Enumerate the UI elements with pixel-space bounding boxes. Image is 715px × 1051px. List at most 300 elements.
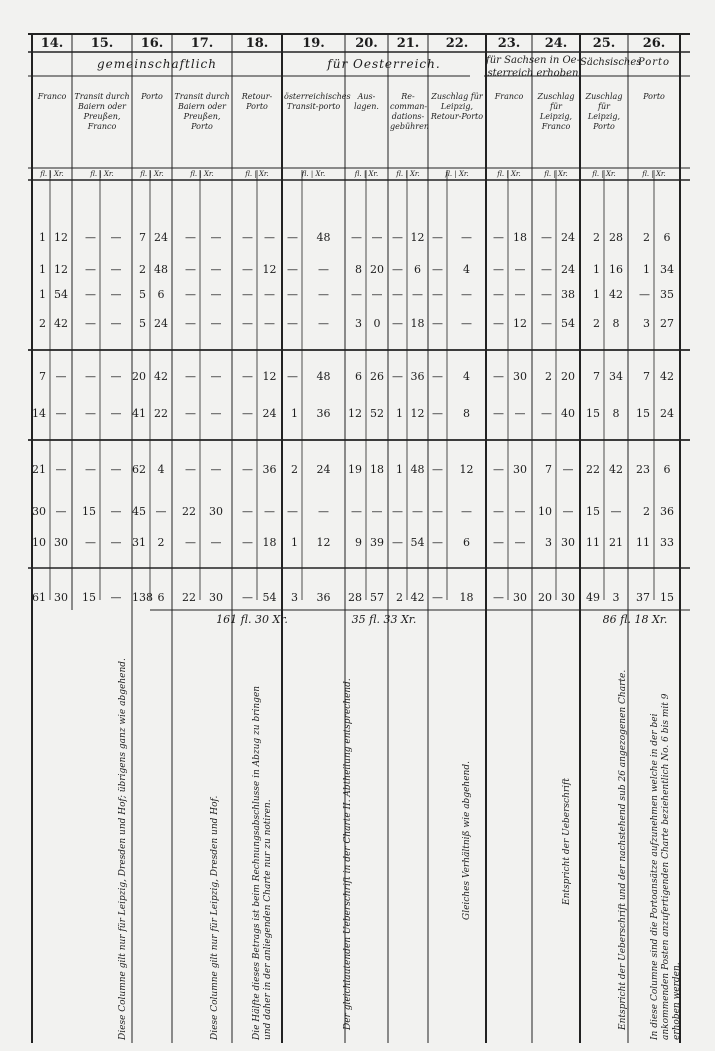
cell-fl: —	[85, 231, 96, 244]
cell-xr: 30	[513, 463, 527, 476]
cell-fl: —	[242, 536, 253, 549]
cell-xr: —	[461, 505, 472, 518]
cell-xr: 30	[513, 370, 527, 383]
column-note: Entspricht der Ueberschrift	[562, 778, 572, 905]
cell-fl: —	[639, 288, 650, 301]
cell-xr: 16	[609, 263, 623, 276]
cell-fl: 1	[593, 263, 600, 276]
cell-xr: 36	[660, 505, 674, 518]
cell-fl: 2	[139, 263, 146, 276]
cell-xr: 54	[561, 317, 575, 330]
cell-xr: 28	[609, 231, 623, 244]
unit-label: fl. | Xr.	[190, 170, 214, 178]
unit-label: fl. | Xr.	[544, 170, 568, 178]
column-header: Zuschlag für Leipzig, Porto	[585, 92, 623, 131]
cell-fl: 49	[586, 591, 600, 604]
cell-fl: 7	[139, 231, 146, 244]
cell-xr: 3	[612, 591, 620, 604]
column-number: 25.	[592, 36, 616, 51]
cell-fl: —	[432, 536, 443, 549]
cell-xr: 27	[660, 317, 674, 330]
cell-fl: 1	[396, 463, 403, 476]
column-note: Diese Columne gilt nur für Leipzig, Dresden und Hof; übrigens ganz wie abgehend.	[118, 658, 128, 1040]
cell-xr: 4	[463, 370, 470, 383]
cell-fl: 10	[32, 536, 46, 549]
unit-label: fl. | Xr.	[140, 170, 164, 178]
cell-fl: —	[287, 263, 298, 276]
cell-fl: 1	[291, 407, 298, 420]
cell-xr: 21	[609, 536, 623, 549]
cell-xr: 22	[154, 407, 168, 420]
unit-label: fl. | Xr.	[301, 170, 326, 178]
column-note: Entspricht der Ueberschrift und der nachstehend sub 26 angezogenen Charte.	[618, 669, 628, 1030]
cell-fl: 22	[182, 591, 196, 604]
cell-xr: —	[210, 263, 222, 276]
cell-xr: 12	[410, 231, 425, 244]
cell-xr: 30	[561, 536, 575, 549]
cell-xr: 48	[316, 370, 331, 383]
cell-fl: —	[242, 288, 253, 301]
cell-fl: —	[392, 505, 403, 518]
unit-label: fl. | Xr.	[40, 170, 64, 178]
column-header: Re-comman-dations-gebühren	[390, 92, 429, 131]
cell-xr: 8	[463, 407, 470, 420]
cell-fl: —	[392, 288, 403, 301]
cell-fl: 61	[32, 591, 46, 604]
cell-xr: 42	[154, 370, 168, 383]
cell-xr: —	[110, 536, 122, 549]
cell-xr: —	[264, 317, 275, 330]
cell-xr: 12	[262, 370, 277, 383]
column-note: In diese Columne sind die Portoansätze aufzunehmen welche in der bei ankommenden Posten anzufertigenden Charte beziehentlich No. 6 bis mit 9 erhoben werden.	[650, 693, 682, 1040]
cell-fl: —	[541, 407, 552, 420]
cell-xr: 6	[157, 288, 165, 301]
cell-xr: —	[55, 370, 67, 383]
cell-xr: —	[55, 505, 67, 518]
cell-fl: —	[432, 263, 443, 276]
cell-xr: 12	[459, 463, 474, 476]
cell-xr: 30	[561, 591, 575, 604]
cell-fl: —	[185, 536, 196, 549]
cell-xr: —	[210, 370, 222, 383]
cell-fl: 2	[593, 317, 600, 330]
cell-fl: 21	[32, 463, 46, 476]
cell-fl: —	[493, 231, 504, 244]
column-note: Der gleichlautenden Ueberschrift in der Charte II. Abtheilung entsprechend.	[343, 678, 353, 1030]
cell-fl: 1	[39, 288, 46, 301]
cell-xr: 4	[157, 463, 165, 476]
cell-fl: 20	[132, 370, 146, 383]
cell-fl: 14	[32, 407, 46, 420]
cell-xr: —	[371, 505, 383, 518]
group-header-porto: Porto	[637, 57, 671, 68]
column-number: 15.	[90, 36, 114, 51]
cell-fl: 28	[348, 591, 362, 604]
cell-fl: 5	[139, 288, 146, 301]
cell-fl: 1	[291, 536, 298, 549]
cell-fl: —	[287, 231, 298, 244]
cell-fl: 20	[538, 591, 552, 604]
cell-xr: 6	[157, 591, 165, 604]
column-note: Die Hälfte dieses Betrags ist beim Rechnungsabschlusse in Abzug zu bringen und daher in der anliegenden Charte nur zu notiren.	[252, 685, 273, 1040]
cell-fl: —	[432, 231, 443, 244]
cell-fl: 15	[586, 407, 600, 420]
cell-fl: 41	[132, 407, 146, 420]
cell-xr: 12	[410, 407, 425, 420]
cell-xr: —	[210, 231, 222, 244]
cell-fl: 7	[643, 370, 650, 383]
cell-fl: 1	[643, 263, 650, 276]
column-header: Transit durch Baiern oder Preußen, Porto	[174, 92, 230, 131]
column-header: Franco	[37, 92, 67, 101]
unit-label: fl. | Xr.	[396, 170, 420, 178]
cell-xr: 8	[612, 407, 620, 420]
cell-fl: —	[85, 317, 96, 330]
cell-fl: 23	[636, 463, 650, 476]
cell-fl: 2	[291, 463, 298, 476]
cell-xr: —	[371, 288, 383, 301]
cell-fl: —	[85, 263, 96, 276]
cell-xr: —	[110, 407, 122, 420]
cell-fl: —	[392, 231, 403, 244]
cell-fl: 11	[636, 536, 650, 549]
cell-xr: —	[514, 536, 526, 549]
cell-xr: 34	[660, 263, 674, 276]
cell-xr: 18	[370, 463, 384, 476]
cell-fl: 11	[586, 536, 600, 549]
cell-fl: —	[432, 505, 443, 518]
cell-xr: —	[371, 231, 383, 244]
cell-fl: 7	[39, 370, 46, 383]
cell-fl: —	[242, 317, 253, 330]
group-header-common: gemeinschaftlich	[97, 57, 217, 71]
cell-xr: 18	[459, 591, 474, 604]
cell-xr: —	[55, 463, 67, 476]
cell-xr: 15	[660, 591, 674, 604]
cell-fl: —	[185, 231, 196, 244]
cell-fl: —	[493, 407, 504, 420]
unit-label: fl. | Xr.	[90, 170, 114, 178]
cell-xr: —	[110, 463, 122, 476]
column-number: 26.	[642, 36, 666, 51]
cell-xr: —	[210, 536, 222, 549]
cell-xr: —	[514, 505, 526, 518]
cell-fl: —	[287, 370, 298, 383]
unit-label: fl. | Xr.	[354, 170, 379, 178]
cell-xr: —	[110, 370, 122, 383]
cell-fl: 37	[636, 591, 650, 604]
cell-xr: —	[210, 288, 222, 301]
cell-fl: —	[493, 317, 504, 330]
cell-fl: 2	[643, 231, 650, 244]
subtotal-saxon: 86 fl. 18 Xr.	[602, 613, 668, 626]
cell-xr: 38	[561, 288, 575, 301]
cell-xr: 0	[373, 317, 381, 330]
cell-fl: —	[432, 288, 443, 301]
cell-fl: 3	[643, 317, 650, 330]
cell-xr: 18	[410, 317, 425, 330]
subtotal-common: 161 fl. 30 Xr.	[216, 613, 288, 626]
cell-fl: —	[432, 317, 443, 330]
cell-fl: 1	[396, 407, 403, 420]
cell-xr: 54	[54, 288, 68, 301]
cell-fl: 45	[132, 505, 146, 518]
cell-xr: 30	[54, 536, 68, 549]
unit-label: fl. | Xr.	[445, 170, 469, 178]
cell-fl: 2	[593, 231, 600, 244]
column-number: 22.	[445, 36, 469, 51]
cell-fl: 1	[39, 263, 46, 276]
cell-fl: —	[242, 407, 253, 420]
cell-xr: 34	[609, 370, 623, 383]
cell-fl: 2	[545, 370, 552, 383]
cell-xr: 18	[513, 231, 527, 244]
column-number: 19.	[302, 36, 325, 51]
cell-xr: —	[210, 407, 222, 420]
cell-fl: —	[432, 463, 443, 476]
cell-fl: —	[85, 370, 96, 383]
cell-fl: 19	[348, 463, 362, 476]
cell-fl: —	[351, 505, 362, 518]
cell-fl: —	[242, 505, 253, 518]
column-header: Retour-Porto	[241, 92, 273, 111]
cell-xr: 26	[370, 370, 384, 383]
column-header: Franco	[494, 92, 524, 101]
cell-fl: 138	[132, 591, 153, 604]
cell-xr: —	[514, 263, 526, 276]
cell-xr: —	[55, 407, 67, 420]
cell-fl: 62	[132, 463, 146, 476]
cell-fl: —	[493, 263, 504, 276]
cell-fl: —	[541, 317, 552, 330]
cell-xr: —	[110, 505, 122, 518]
cell-xr: —	[110, 288, 122, 301]
column-header: Zuschlag für Leipzig, Franco	[537, 92, 575, 131]
cell-xr: 42	[410, 591, 425, 604]
cell-fl: —	[242, 370, 253, 383]
cell-xr: —	[610, 505, 622, 518]
unit-label: fl. | Xr.	[592, 170, 616, 178]
cell-xr: —	[514, 407, 526, 420]
cell-fl: —	[392, 536, 403, 549]
cell-fl: 2	[396, 591, 403, 604]
column-header: Porto	[643, 92, 665, 101]
cell-fl: —	[493, 536, 504, 549]
cell-xr: 33	[660, 536, 674, 549]
cell-fl: —	[432, 407, 443, 420]
cell-fl: —	[541, 231, 552, 244]
cell-xr: 18	[262, 536, 277, 549]
cell-fl: 9	[355, 536, 362, 549]
cell-fl: 3	[545, 536, 552, 549]
cell-xr: —	[264, 231, 275, 244]
cell-xr: 24	[660, 407, 674, 420]
cell-xr: 48	[154, 263, 168, 276]
cell-xr: —	[412, 505, 423, 518]
cell-xr: 36	[316, 591, 331, 604]
cell-xr: —	[318, 317, 329, 330]
cell-xr: —	[318, 505, 329, 518]
cell-xr: 12	[54, 231, 68, 244]
cell-fl: —	[85, 463, 96, 476]
cell-xr: —	[461, 288, 472, 301]
cell-fl: 15	[636, 407, 650, 420]
cell-xr: 42	[609, 463, 623, 476]
cell-fl: 15	[586, 505, 600, 518]
column-number: 20.	[355, 36, 378, 51]
cell-fl: —	[185, 288, 196, 301]
cell-fl: 1	[593, 288, 600, 301]
column-note: Diese Columne gilt nur für Leipzig, Dresden und Hof.	[210, 795, 220, 1040]
cell-fl: 12	[348, 407, 362, 420]
group-header-saxony-in-austria: für Sachsen in Oe-sterreich erhoben	[486, 55, 580, 79]
cell-fl: —	[493, 288, 504, 301]
cell-xr: 54	[262, 591, 277, 604]
cell-xr: 20	[561, 370, 575, 383]
cell-xr: 52	[370, 407, 384, 420]
cell-xr: —	[264, 505, 275, 518]
cell-fl: —	[541, 263, 552, 276]
cell-xr: 24	[154, 317, 168, 330]
cell-fl: —	[351, 288, 362, 301]
cell-xr: 42	[660, 370, 674, 383]
cell-xr: 35	[660, 288, 674, 301]
cell-xr: 20	[370, 263, 384, 276]
cell-fl: 3	[291, 591, 298, 604]
cell-xr: 40	[561, 407, 575, 420]
unit-label: fl. | Xr.	[497, 170, 521, 178]
cell-xr: 4	[463, 263, 470, 276]
cell-xr: 30	[209, 591, 223, 604]
cell-fl: 2	[643, 505, 650, 518]
column-header: Aus-lagen.	[354, 92, 379, 111]
cell-fl: —	[493, 505, 504, 518]
group-header-saxon: Sächsisches	[580, 57, 642, 68]
cell-xr: 24	[262, 407, 277, 420]
cell-xr: 30	[209, 505, 223, 518]
cell-fl: —	[392, 370, 403, 383]
cell-xr: 24	[316, 463, 331, 476]
cell-xr: 36	[262, 463, 277, 476]
cell-xr: 36	[410, 370, 425, 383]
cell-fl: 3	[355, 317, 362, 330]
cell-fl: 15	[82, 505, 96, 518]
cell-fl: 2	[39, 317, 46, 330]
cell-fl: —	[432, 591, 443, 604]
cell-fl: 22	[182, 505, 196, 518]
cell-fl: —	[185, 317, 196, 330]
cell-xr: 6	[663, 231, 671, 244]
cell-xr: 24	[561, 263, 575, 276]
cell-fl: —	[287, 317, 298, 330]
cell-fl: 5	[139, 317, 146, 330]
column-number: 18.	[245, 36, 269, 51]
column-number: 24.	[544, 36, 568, 51]
column-header: österreichisches Transit-porto	[284, 92, 351, 111]
cell-xr: 36	[316, 407, 331, 420]
cell-fl: —	[493, 591, 504, 604]
cell-fl: —	[242, 463, 253, 476]
column-header: Zuschlag für Leipzig, Retour-Porto	[430, 92, 484, 121]
cell-xr: 12	[54, 263, 68, 276]
cell-xr: —	[562, 463, 574, 476]
cell-fl: —	[242, 263, 253, 276]
cell-fl: —	[85, 536, 96, 549]
unit-label: fl. | Xr.	[245, 170, 269, 178]
cell-fl: 6	[355, 370, 362, 383]
cell-xr: —	[461, 231, 472, 244]
cell-fl: —	[493, 463, 504, 476]
cell-fl: 31	[132, 536, 146, 549]
subtotal-austria: 35 fl. 33 Xr.	[351, 613, 417, 626]
cell-fl: —	[85, 407, 96, 420]
cell-xr: 54	[410, 536, 425, 549]
cell-xr: 12	[262, 263, 277, 276]
cell-fl: 10	[538, 505, 552, 518]
cell-xr: —	[318, 263, 329, 276]
cell-fl: 30	[32, 505, 46, 518]
cell-xr: 12	[513, 317, 527, 330]
cell-xr: 57	[370, 591, 384, 604]
cell-fl: —	[351, 231, 362, 244]
column-number: 14.	[40, 36, 64, 51]
group-header-austria: für Oesterreich.	[327, 57, 441, 71]
column-header: Porto	[141, 92, 163, 101]
cell-xr: 39	[370, 536, 384, 549]
cell-fl: —	[185, 370, 196, 383]
cell-xr: 48	[316, 231, 331, 244]
unit-label: fl. | Xr.	[642, 170, 666, 178]
cell-fl: —	[287, 288, 298, 301]
cell-xr: —	[562, 505, 574, 518]
cell-xr: —	[461, 317, 472, 330]
column-number: 17.	[190, 36, 214, 51]
column-number: 21.	[396, 36, 420, 51]
cell-xr: —	[110, 317, 122, 330]
cell-fl: —	[242, 591, 253, 604]
cell-fl: —	[493, 370, 504, 383]
cell-xr: —	[210, 463, 222, 476]
cell-xr: 30	[513, 591, 527, 604]
cell-xr: —	[110, 591, 122, 604]
cell-fl: —	[242, 231, 253, 244]
cell-xr: —	[514, 288, 526, 301]
cell-fl: —	[392, 263, 403, 276]
column-header: Transit durch Baiern oder Preußen, Franco	[74, 92, 130, 131]
cell-xr: 8	[612, 317, 620, 330]
cell-xr: —	[110, 231, 122, 244]
cell-fl: —	[185, 407, 196, 420]
cell-xr: 6	[663, 463, 671, 476]
cell-xr: 6	[414, 263, 421, 276]
cell-xr: —	[318, 288, 329, 301]
column-note: Gleiches Verhältniß wie abgehend.	[462, 761, 472, 920]
cell-xr: —	[264, 288, 275, 301]
cell-xr: 2	[157, 536, 165, 549]
cell-fl: 1	[39, 231, 46, 244]
cell-xr: 24	[154, 231, 168, 244]
cell-fl: —	[185, 463, 196, 476]
cell-fl: —	[392, 317, 403, 330]
cell-xr: 24	[561, 231, 575, 244]
cell-fl: 22	[586, 463, 600, 476]
cell-xr: 42	[54, 317, 68, 330]
cell-fl: —	[287, 505, 298, 518]
cell-xr: —	[110, 263, 122, 276]
cell-fl: 7	[545, 463, 552, 476]
cell-xr: 12	[316, 536, 331, 549]
cell-fl: 8	[355, 263, 362, 276]
